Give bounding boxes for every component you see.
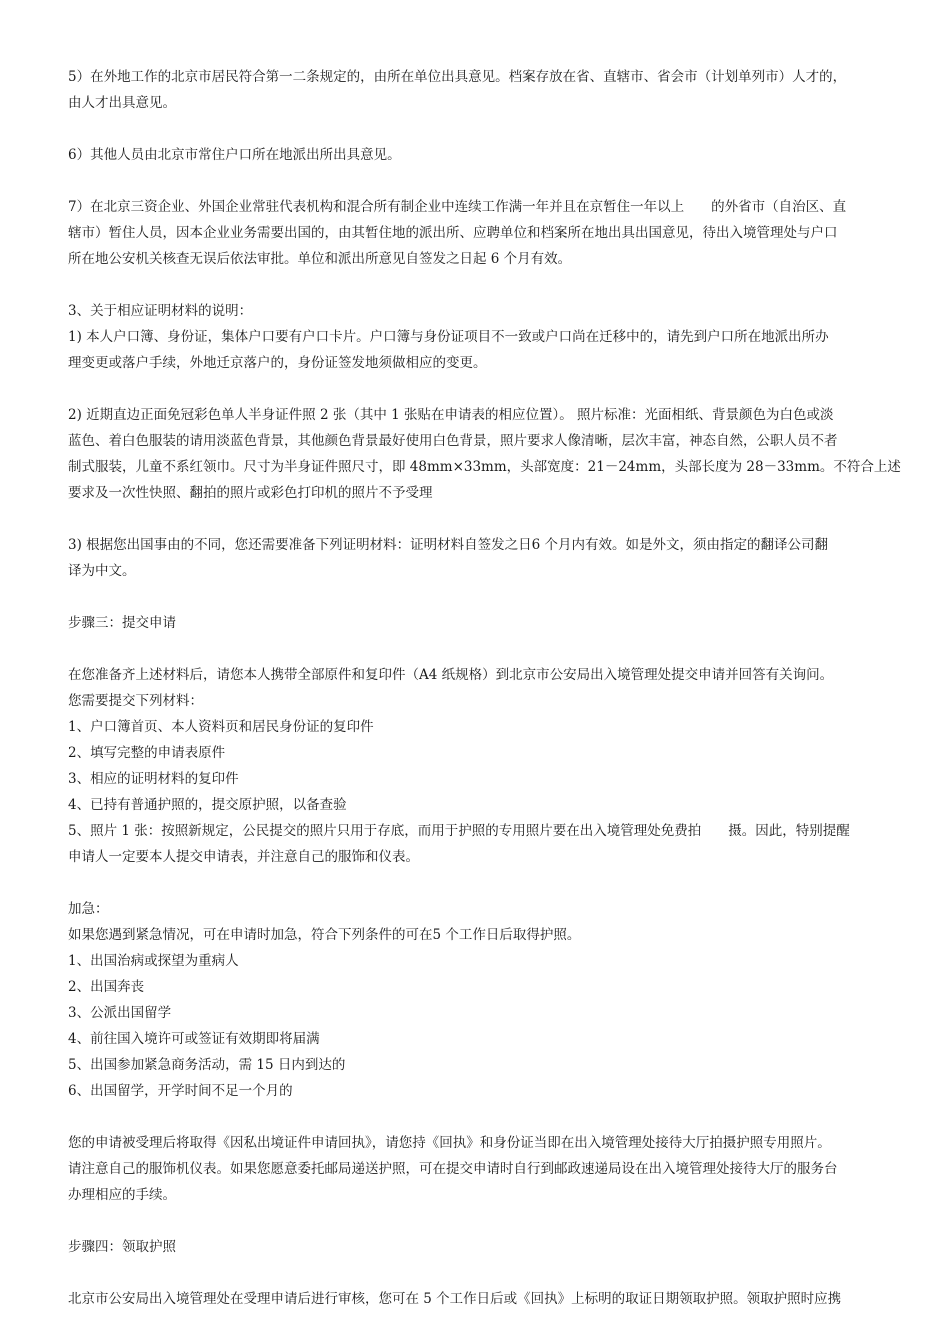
text-line: 所在地公安机关核查无误后依法审批。单位和派出所意见自签发之日起 6 个月有效。 bbox=[68, 251, 572, 267]
list-item: 3、相应的证明材料的复印件 bbox=[68, 771, 239, 787]
text-line: 理变更或落户手续，外地迁京落户的，身份证签发地须做相应的变更。 bbox=[68, 355, 487, 371]
text-line: 您需要提交下列材料： bbox=[68, 693, 203, 709]
list-item: 3、公派出国留学 bbox=[68, 1005, 172, 1021]
step-4-heading-block bbox=[68, 1234, 890, 1260]
photo-requirements-paragraph bbox=[68, 402, 901, 506]
text-line: 北京市公安局出入境管理处在受理申请后进行审核，您可在 5 个工作日后或《回执》上标明的取证日期领取护照。领取护照时应携 bbox=[68, 1291, 842, 1307]
text-line: 3) 根据您出国事由的不同，您还需要准备下列证明材料：证明材料自签发之日6 个月内有效。如是外文，须由指定的翻译公司翻 bbox=[68, 537, 829, 553]
section-3-block bbox=[68, 298, 890, 376]
list-item: 2、出国奔丧 bbox=[68, 979, 145, 995]
text-line: 由人才出具意见。 bbox=[68, 95, 176, 111]
supporting-materials-paragraph bbox=[68, 532, 890, 584]
list-item: 5、照片 1 张：按照新规定，公民提交的照片只用于存底，而用于护照的专用照片要在出入境管理处免费拍 摄。因此，特别提醒 bbox=[68, 823, 850, 839]
list-item: 1、出国治病或探望为重病人 bbox=[68, 953, 239, 969]
text-line: 蓝色、着白色服装的请用淡蓝色背景，其他颜色背景最好使用白色背景，照片要求人像清晰，层次丰富，神态自然，公职人员不者 bbox=[68, 433, 838, 449]
list-item: 4、已持有普通护照的，提交原护照，以备查验 bbox=[68, 797, 347, 813]
receipt-paragraph bbox=[68, 1130, 890, 1208]
text-line: 申请人一定要本人提交申请表，并注意自己的服饰和仪表。 bbox=[68, 849, 419, 865]
list-item: 2、填写完整的申请表原件 bbox=[68, 745, 226, 761]
section-heading: 3、关于相应证明材料的说明： bbox=[68, 303, 253, 319]
text-line: 要求及一次性快照、翻拍的照片或彩色打印机的照片不予受理 bbox=[68, 485, 433, 501]
text-line: 5）在外地工作的北京市居民符合第一二条规定的，由所在单位出具意见。档案存放在省、直辖市、省会市（计划单列市）人才的， bbox=[68, 69, 847, 85]
text-line: 您的申请被受理后将取得《因私出境证件申请回执》，请您持《回执》和身份证当即在出入境管理处接待大厅拍摄护照专用照片。 bbox=[68, 1135, 831, 1151]
text-line: 译为中文。 bbox=[68, 563, 136, 579]
text-line: 6）其他人员由北京市常住户口所在地派出所出具意见。 bbox=[68, 147, 401, 163]
urgent-section bbox=[68, 896, 890, 1104]
text-line: 7）在北京三资企业、外国企业常驻代表机构和混合所有制企业中连续工作满一年并且在京暂住一年以上 的外省市（自治区、直 bbox=[68, 199, 847, 215]
step-heading: 步骤三：提交申请 bbox=[68, 615, 176, 631]
text-line: 请注意自己的服饰机仪表。如果您愿意委托邮局递送护照，可在提交申请时自行到邮政速递局设在出入境管理处接待大厅的服务台 bbox=[68, 1161, 838, 1177]
step-3-body bbox=[68, 662, 890, 870]
text-line: 办理相应的手续。 bbox=[68, 1187, 176, 1203]
text-line: 辖市）暂住人员，因本企业业务需要出国的，由其暂住地的派出所、应聘单位和档案所在地出具出国意见，待出入境管理处与户口 bbox=[68, 225, 838, 241]
list-item: 6、出国留学，开学时间不足一个月的 bbox=[68, 1083, 293, 1099]
paragraph-item-5 bbox=[68, 64, 890, 116]
urgent-heading: 加急： bbox=[68, 901, 109, 917]
paragraph-item-6 bbox=[68, 142, 890, 168]
list-item: 5、出国参加紧急商务活动，需 15 日内到达的 bbox=[68, 1057, 346, 1073]
text-line: 2) 近期直边正面免冠彩色单人半身证件照 2 张（其中 1 张贴在申请表的相应位置）。 照片标准：光面相纸、背景颜色为白色或淡 bbox=[68, 407, 834, 423]
text-line: 在您准备齐上述材料后，请您本人携带全部原件和复印件（A4 纸规格）到北京市公安局出入境管理处提交申请并回答有关询问。 bbox=[68, 667, 834, 683]
text-line: 制式服装，儿童不系红领巾。尺寸为半身证件照尺寸，即 48mm×33mm，头部宽度：21－24mm，头部长度为 28－33mm。不符合上述 bbox=[68, 459, 901, 475]
text-line: 如果您遇到紧急情况，可在申请时加急，符合下列条件的可在5 个工作日后取得护照。 bbox=[68, 927, 581, 943]
step-4-body bbox=[68, 1286, 890, 1312]
document-page bbox=[68, 64, 901, 1338]
list-item: 1、户口簿首页、本人资料页和居民身份证的复印件 bbox=[68, 719, 374, 735]
text-line: 1) 本人户口簿、身份证，集体户口要有户口卡片。户口簿与身份证项目不一致或户口尚在迁移中的，请先到户口所在地派出所办 bbox=[68, 329, 829, 345]
paragraph-item-7 bbox=[68, 194, 890, 272]
list-item: 4、前往国入境许可或签证有效期即将届满 bbox=[68, 1031, 320, 1047]
step-3-heading-block bbox=[68, 610, 890, 636]
step-heading: 步骤四：领取护照 bbox=[68, 1239, 176, 1255]
spacer bbox=[68, 376, 890, 402]
